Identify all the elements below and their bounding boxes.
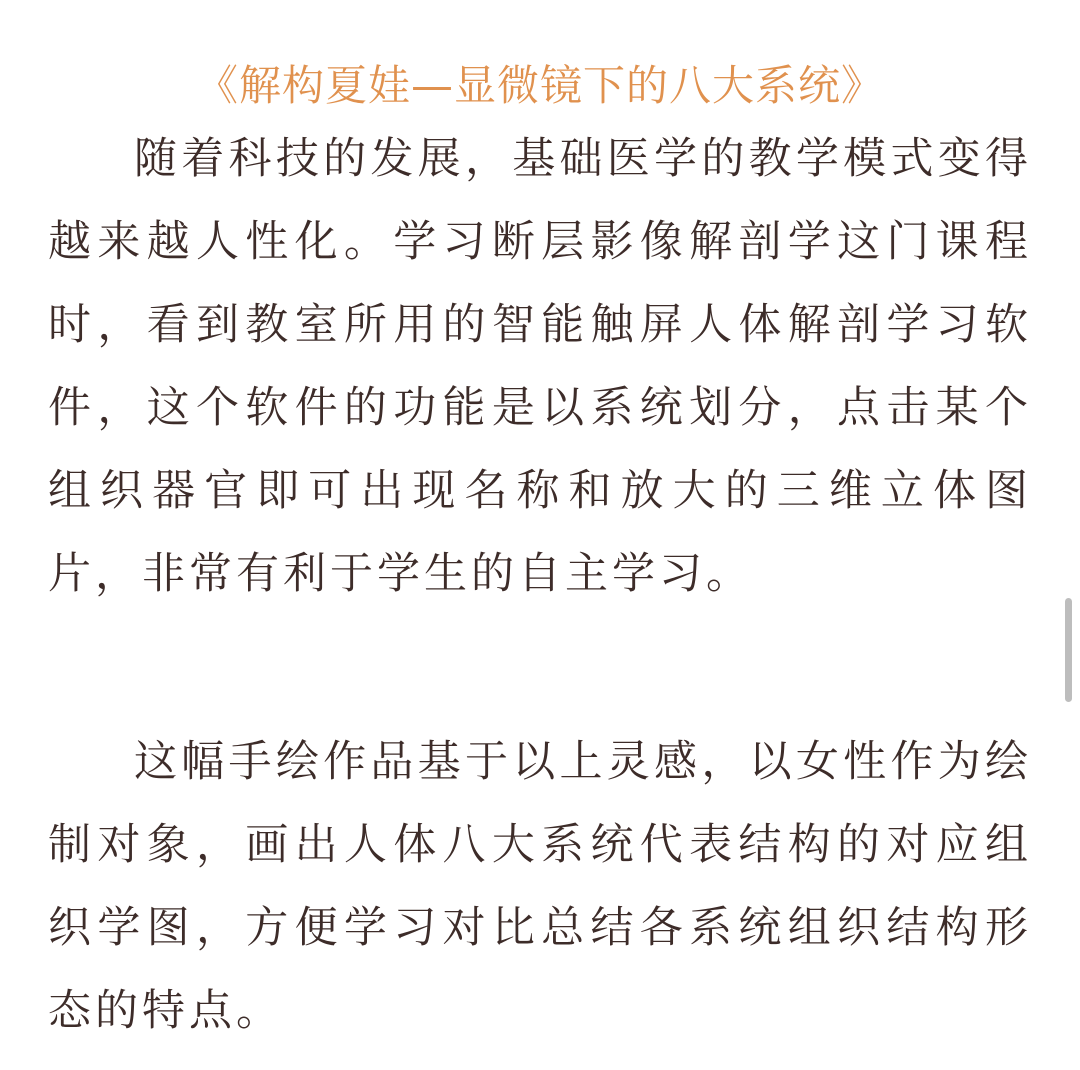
paragraph-2: 这幅手绘作品基于以上灵感，以女性作为绘制对象，画出人体八大系统代表结构的对应组织学图，方便学习对比总结各系统组织结构形态的特点。 (48, 737, 1032, 1036)
article (48, 50, 1032, 1053)
scrollbar-thumb[interactable] (1065, 598, 1072, 702)
paragraph-spacer (48, 616, 1032, 721)
paragraph-1: 随着科技的发展，基础医学的教学模式变得越来越人性化。学习断层影像解剖学这门课程时，看到教室所用的智能触屏人体解剖学习软件，这个软件的功能是以系统划分，点击某个组织器官即可出现名称和放大的三维立体图片，非常有利于学生的自主学习。 (48, 134, 1032, 599)
article-title: 《解构夏娃—显微镜下的八大系统》 (195, 61, 884, 110)
